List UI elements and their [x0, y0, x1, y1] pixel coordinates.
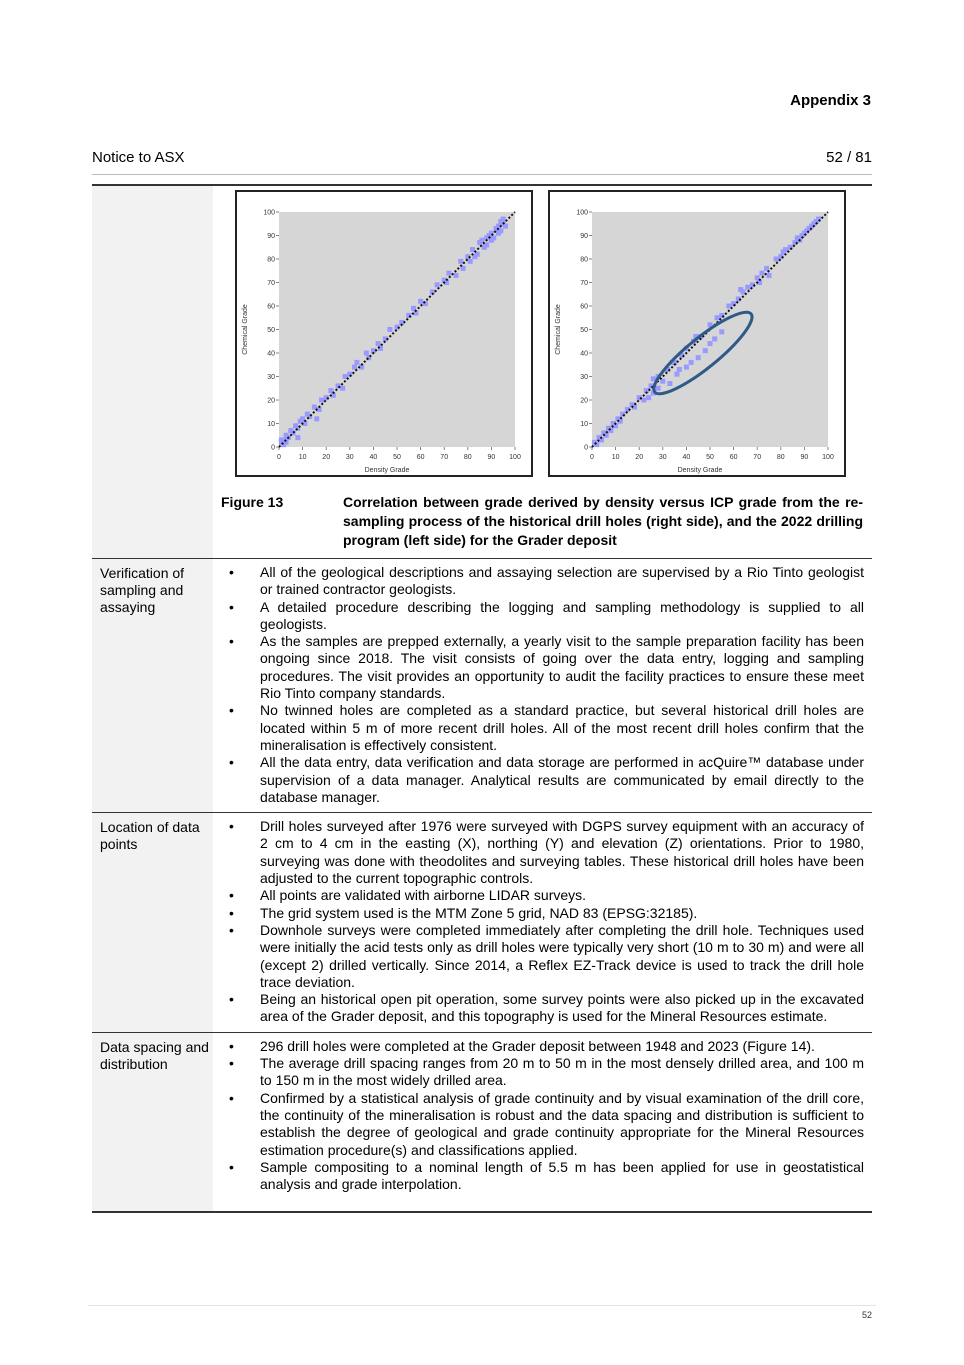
- x-tick-label: 0: [590, 454, 594, 461]
- x-axis-label: Density Grade: [677, 467, 723, 474]
- appendix-label: Appendix 3: [790, 92, 871, 109]
- header-title: Notice to ASX: [92, 149, 185, 166]
- data-point: [708, 341, 713, 346]
- y-tick-label: 50: [267, 327, 275, 334]
- data-point: [279, 437, 284, 442]
- data-point: [677, 367, 682, 372]
- bullet-item: • 296 drill holes were completed at the Grader deposit between 1948 and 2023 (Figure 14).: [223, 1038, 864, 1055]
- data-point: [656, 386, 661, 391]
- chart-left-frame: [235, 190, 533, 477]
- x-tick-label: 40: [369, 454, 378, 461]
- bullet-item: • Sample compositing to a nominal length of 5.5 m has been applied for use in geostatistical analysis and grade interpolation.: [223, 1159, 864, 1194]
- section-label: Verification of sampling and assaying: [92, 559, 213, 812]
- y-tick-label: 60: [267, 303, 275, 311]
- section-label: Data spacing and distribution: [92, 1033, 213, 1212]
- data-point: [376, 341, 381, 346]
- section-label: Location of data points: [92, 813, 213, 1032]
- data-point: [684, 365, 689, 370]
- page-number: 52: [861, 1310, 872, 1320]
- bullet-list: [223, 1038, 864, 1194]
- data-point: [646, 395, 651, 400]
- chart-right-frame: [548, 190, 846, 477]
- bullet-item: • Being an historical open pit operation, some survey points were also picked up in the excavated area of the Grader deposit, and this topography is used for the Mineral Resources estimate.: [223, 991, 864, 1026]
- bullet-item: • Confirmed by a statistical analysis of grade continuity and by visual examination of the drill core, the continuity of the mineralisation is robust and the data spacing and distribution is sufficient to establish the degree of geological and grade continuity appropriate for the Mineral Resources estimation procedure(s) and classifications applied.: [223, 1090, 864, 1159]
- y-tick-label: 20: [267, 397, 275, 405]
- y-tick-label: 100: [263, 209, 275, 217]
- y-tick-label: 90: [267, 233, 275, 240]
- x-tick-label: 40: [682, 454, 691, 461]
- data-point: [314, 416, 319, 421]
- figure-caption-text: Correlation between grade derived by density versus ICP grade from the re-sampling process of the historical drill holes (right side), and the 2022 drilling program (left side) for the Grader deposit: [343, 494, 863, 548]
- x-tick-label: 50: [706, 454, 714, 461]
- y-axis-label: Chemical Grade: [242, 304, 249, 355]
- footer-divider: [88, 1305, 876, 1306]
- y-tick-label: 30: [267, 374, 275, 381]
- data-point: [696, 355, 701, 360]
- bullet-item: • All points are validated with airborne LIDAR surveys.: [223, 887, 864, 904]
- data-point: [774, 257, 779, 262]
- data-point: [354, 360, 359, 365]
- bullet-item: • All the data entry, data verification and data storage are performed in acQuire™ database under supervision of a data manager. Analytical results are communicated by email directly to the database manager.: [223, 754, 864, 806]
- x-tick-label: 10: [611, 454, 620, 461]
- data-point: [454, 273, 459, 278]
- section-content: [213, 1033, 872, 1212]
- data-point: [435, 282, 440, 287]
- section-row: [92, 558, 872, 812]
- y-tick-label: 40: [580, 350, 588, 358]
- bullet-item: • Downhole surveys were completed immediately after completing the drill hole. Techniques used were initially the acid tests only as drill holes were typically very short (10 m to 30 m) and were all (except 2) drilled vertically. Since 2014, a Reflex EZ-Track device is used to track the drill hole trace deviation.: [223, 922, 864, 991]
- bullet-item: • Drill holes surveyed after 1976 were surveyed with DGPS survey equipment with an accuracy of 2 cm to 4 cm in the easting (X), northing (Y) and elevation (Z) orientations. Prior to 1980, surveying was done with theodolites and surveying tables. These historical drill holes have been adjusted to the current topographic controls.: [223, 818, 864, 887]
- y-tick-label: 0: [584, 444, 588, 452]
- bullet-item: • As the samples are prepped externally, a yearly visit to the sample preparation facility has been ongoing since 2018. The visit consists of going over the data entry, logging and sampling procedures. The visit provides an opportunity to audit the facility practices to ensure these meet Rio Tinto company standards.: [223, 633, 864, 702]
- data-point: [319, 398, 324, 403]
- y-tick-label: 20: [580, 397, 588, 405]
- x-tick-label: 30: [658, 454, 667, 461]
- data-point: [738, 287, 743, 292]
- data-point: [745, 285, 750, 290]
- bullet-list: [223, 818, 864, 1026]
- chart-right: [550, 192, 844, 475]
- figure-row-label: [92, 186, 213, 558]
- x-tick-label: 70: [440, 454, 449, 461]
- section-row: [92, 812, 872, 1032]
- chart-left: [237, 192, 531, 475]
- x-tick-label: 0: [277, 454, 281, 461]
- x-tick-label: 100: [509, 454, 521, 461]
- data-point: [458, 259, 463, 264]
- y-tick-label: 0: [271, 444, 275, 452]
- figure-cell: [213, 186, 872, 558]
- y-tick-label: 50: [580, 327, 588, 334]
- figure-caption: [213, 493, 872, 550]
- data-point: [340, 386, 345, 391]
- figure-row: [92, 186, 872, 558]
- x-tick-label: 90: [487, 454, 496, 461]
- y-tick-label: 40: [267, 350, 275, 358]
- section-row: [92, 1032, 872, 1212]
- data-point: [468, 259, 473, 264]
- y-tick-label: 60: [580, 303, 588, 311]
- y-tick-label: 70: [267, 280, 275, 287]
- y-tick-label: 30: [580, 374, 588, 381]
- data-point: [496, 231, 501, 236]
- data-point: [667, 381, 672, 386]
- x-tick-label: 100: [822, 454, 834, 461]
- data-point: [295, 435, 300, 440]
- y-axis-label: Chemical Grade: [555, 304, 562, 355]
- figure-charts: [213, 190, 872, 477]
- y-tick-label: 10: [267, 421, 275, 428]
- data-point: [689, 360, 694, 365]
- y-tick-label: 70: [580, 280, 588, 287]
- bullet-item: • The grid system used is the MTM Zone 5 grid, NAD 83 (EPSG:32185).: [223, 905, 864, 922]
- y-tick-label: 90: [580, 233, 588, 240]
- data-point: [767, 273, 772, 278]
- y-tick-label: 80: [580, 256, 588, 264]
- x-tick-label: 10: [298, 454, 307, 461]
- section-content: [213, 813, 872, 1032]
- section-content: [213, 559, 872, 812]
- bullet-item: • A detailed procedure describing the logging and sampling methodology is supplied to all geologists.: [223, 599, 864, 634]
- data-point: [703, 348, 708, 353]
- x-tick-label: 80: [776, 454, 785, 461]
- x-tick-label: 90: [800, 454, 809, 461]
- figure-number: Figure 13: [221, 494, 284, 510]
- criteria-table: [92, 184, 872, 1213]
- bullet-item: • No twinned holes are completed as a standard practice, but several historical drill holes are located within 5 m of more recent drill holes. All of the most recent drill holes confirm that the mineralisation is effectively consistent.: [223, 702, 864, 754]
- x-tick-label: 60: [416, 454, 425, 461]
- data-point: [759, 271, 764, 276]
- data-point: [674, 372, 679, 377]
- x-tick-label: 20: [322, 454, 331, 461]
- data-point: [712, 336, 717, 341]
- data-point: [446, 271, 451, 276]
- header-page-count: 52 / 81: [826, 149, 872, 166]
- x-tick-label: 50: [393, 454, 401, 461]
- page-header: [92, 149, 872, 166]
- x-tick-label: 60: [729, 454, 738, 461]
- data-point: [719, 329, 724, 334]
- y-tick-label: 100: [576, 209, 588, 217]
- x-tick-label: 70: [753, 454, 762, 461]
- x-tick-label: 80: [463, 454, 472, 461]
- header-divider: [92, 174, 872, 175]
- data-point: [418, 299, 423, 304]
- x-tick-label: 30: [345, 454, 354, 461]
- x-tick-label: 20: [635, 454, 644, 461]
- y-tick-label: 10: [580, 421, 588, 428]
- x-axis-label: Density Grade: [364, 467, 410, 474]
- data-point: [387, 327, 392, 332]
- bullet-list: [223, 564, 864, 806]
- data-point: [715, 315, 720, 320]
- bullet-item: • The average drill spacing ranges from 20 m to 50 m in the most densely drilled area, and 100 m to 150 m in the most widely drilled area.: [223, 1055, 864, 1090]
- bullet-item: • All of the geological descriptions and assaying selection are supervised by a Rio Tinto geologist or trained contractor geologists.: [223, 564, 864, 599]
- data-point: [364, 351, 369, 356]
- y-tick-label: 80: [267, 256, 275, 264]
